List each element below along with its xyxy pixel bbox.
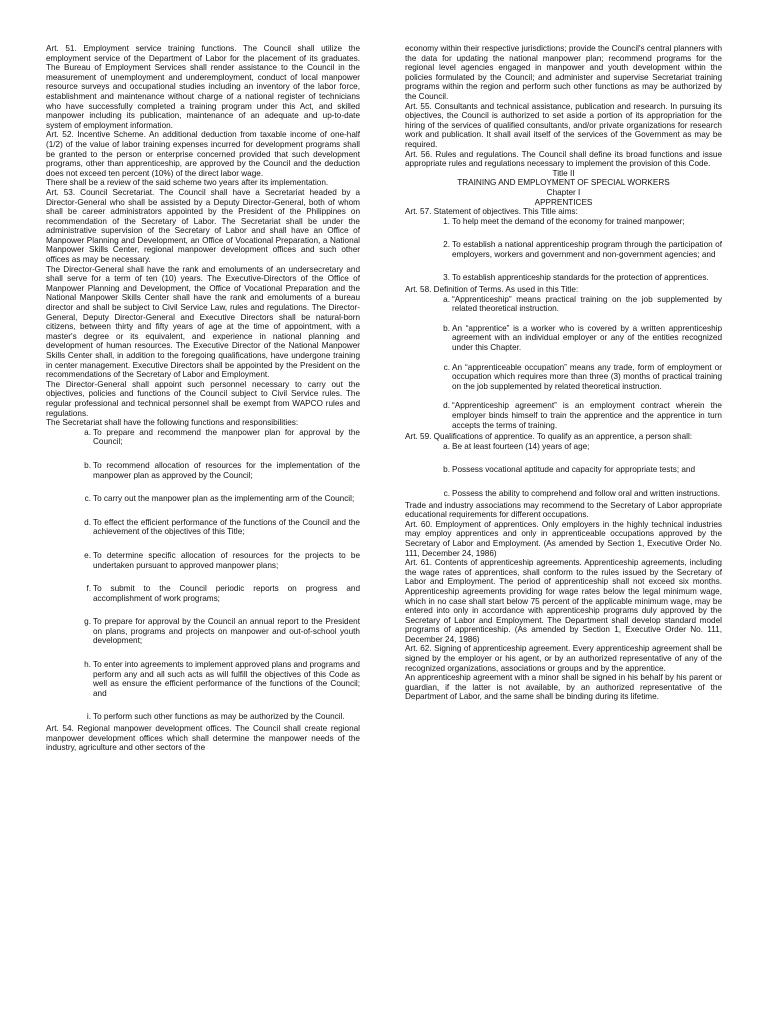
list-marker: a. xyxy=(443,441,450,451)
art53-paragraph: Art. 53. Council Secretariat. The Council shall have a Secretariat headed by a Director-General who shall be assisted by a Deputy Director-General, both of whom shall be career administrators appointed by the President of the Philippines on recommendation of the Secretary of Labor. The Secretariat shall be under the administrative supervision of the Secretary of Labor and shall have an Office of Manpower Planning and Development, an Office of Vocational Preparation, a National Manpower Skills Center, regional manpower development offices and such other offices as may be necessary. xyxy=(46,187,360,265)
art61-paragraph: Art. 61. Contents of apprenticeship agreements. Apprenticeship agreements, including the wage rates of apprentices, shall conform to the rules issued by the Secretary of Labor and Employment. The period of apprenticeship shall not exceed six months. Apprenticeship agreements providing for wage rates below the legal minimum wage, which in no case shall start below 75 percent of the applicable minimum wage, may be entered into only in accordance with apprenticeship programs duly approved by the Secretary of Labor and Employment. The Department shall develop standard model programs of apprenticeship. (As amended by Section 1, Executive Order No. 111, December 24, 1986) xyxy=(405,558,722,644)
art52-paragraph: Art. 52. Incentive Scheme. An additional deduction from taxable income of one-half (1/2) of the value of labor training expenses incurred for development programs shall be granted to the person or enterprise concerned provided that such development programs, other than apprenticeship, are approved by the Council and the deduction does not exceed ten percent (10%) of the direct labor wage. xyxy=(46,130,360,178)
list-marker: b. xyxy=(443,323,450,333)
objectives-list xyxy=(405,217,722,283)
list-item xyxy=(405,295,722,314)
list-item xyxy=(405,442,722,452)
list-marker: i. xyxy=(86,712,91,722)
art58-paragraph: Art. 58. Definition of Terms. As used in this Title: xyxy=(405,285,579,295)
list-marker: 1. xyxy=(443,216,450,226)
list-text: To effect the efficient performance of the functions of the Council and the achievement of the objectives of this Title; xyxy=(93,517,360,537)
list-text: Possess the ability to comprehend and follow oral and written instructions. xyxy=(452,488,721,498)
list-marker: b. xyxy=(443,465,450,475)
list-item xyxy=(46,551,360,570)
list-marker: a. xyxy=(443,294,450,304)
right-column xyxy=(405,44,722,702)
list-item xyxy=(405,401,722,430)
list-text: To enter into agreements to implement approved plans and programs and perform any and all such acts as will fulfill the objectives of this Code as well as ensure the efficient performance of the functions of the Council; and xyxy=(93,660,360,698)
list-marker: d. xyxy=(443,401,450,411)
list-text: To help meet the demand of the economy for trained manpower; xyxy=(452,216,685,226)
list-marker: a. xyxy=(84,427,91,437)
list-marker: d. xyxy=(84,517,91,527)
list-marker: f. xyxy=(86,584,91,594)
list-text: “Apprenticeship agreement” is an employment contract wherein the employer binds himself to train the apprentice and the apprentice in turn accepts the terms of training. xyxy=(452,401,722,430)
list-text: To establish a national apprenticeship program through the participation of employers, workers and government and non-government agencies; and xyxy=(452,240,722,259)
art59-paragraph: Art. 59. Qualifications of apprentice. To qualify as an apprentice, a person shall: xyxy=(405,432,693,442)
art54-continued-paragraph: economy within their respective jurisdictions; provide the Council's central planners with the data for updating the national manpower plan; recommend programs for the regional level agencies engaged in manpower and youth development within the policies formulated by the Council; and administer and supervise Secretariat training programs within the region and perform such other functions as may be authorized by the Council. xyxy=(405,44,722,101)
list-text: To perform such other functions as may be authorized by the Council. xyxy=(93,712,345,722)
definitions-list xyxy=(405,295,722,431)
art51-paragraph: Art. 51. Employment service training functions. The Council shall utilize the employment service of the Department of Labor for the placement of its graduates. The Bureau of Employment Services shall render assistance to the Council in the measurement of unemployment and underemployment, conduct of local manpower resource surveys and occupational studies including an inventory of the labor force, establishment and maintenance without charge of a national register of technicians who have successfully completed a training program under this Act, and skilled manpower including its publication, maintenance of an adequate and up-to-date system of employment information. xyxy=(46,44,360,130)
art60-paragraph: Art. 60. Employment of apprentices. Only employers in the highly technical industries may employ apprentices and only in apprenticeable occupations approved by the Secretary of Labor and Employment. (As amended by Section 1, Executive Order No. 111, December 24, 1986) xyxy=(405,519,722,558)
list-marker: b. xyxy=(84,460,91,470)
list-marker: 3. xyxy=(443,273,450,283)
list-item xyxy=(46,660,360,698)
art62-paragraph: Art. 62. Signing of apprenticeship agreement. Every apprenticeship agreement shall be signed by the employer or his agent, or by an authorized representative of any of the recognized organizations, associations or groups and by the apprentice. xyxy=(405,644,722,673)
art53-personnel-paragraph: The Director-General shall appoint such personnel necessary to carry out the objectives, policies and functions of the Council subject to Civil Service rules. The regular professional and technical personnel shall be exempt from WAPCO rules and regulations. xyxy=(46,379,360,418)
chapter-name-heading: APPRENTICES xyxy=(534,197,593,207)
list-item xyxy=(46,428,360,447)
list-text: To determine specific allocation of resources for the projects to be undertaken pursuant to approved manpower plans; xyxy=(93,550,360,570)
list-item xyxy=(46,518,360,537)
art62-minor-paragraph: An apprenticeship agreement with a minor shall be signed in his behalf by his parent or guardian, if the latter is not available, by an authorized representative of the Department of Labor, and the same shall be binding during its lifetime. xyxy=(405,673,722,702)
list-text: To submit to the Council periodic reports on progress and accomplishment of work programs; xyxy=(93,584,360,603)
list-text: To establish apprenticeship standards for the protection of apprentices. xyxy=(452,273,709,283)
list-item xyxy=(46,461,360,480)
art52-review-paragraph: There shall be a review of the said scheme two years after its implementation. xyxy=(46,178,329,188)
secretariat-functions-list xyxy=(46,428,360,722)
list-marker: 2. xyxy=(443,240,450,250)
list-item xyxy=(405,489,722,499)
list-marker: g. xyxy=(84,617,91,627)
list-text: To carry out the manpower plan as the implementing arm of the Council; xyxy=(93,494,355,504)
list-item xyxy=(46,584,360,603)
art59-trade-paragraph: Trade and industry associations may recommend to the Secretary of Labor appropriate educational requirements for different occupations. xyxy=(405,500,722,520)
art56-paragraph: Art. 56. Rules and regulations. The Council shall define its broad functions and issue appropriate rules and regulations necessary to implement the provision of this Code. xyxy=(405,149,722,169)
chapter-heading: Chapter I xyxy=(546,187,581,197)
list-item xyxy=(405,273,722,283)
art53-functions-intro: The Secretariat shall have the following functions and responsibilities: xyxy=(46,418,299,428)
list-marker: e. xyxy=(84,550,91,560)
list-item xyxy=(405,217,722,227)
list-marker: h. xyxy=(84,660,91,670)
qualifications-list xyxy=(405,442,722,499)
list-item xyxy=(46,617,360,646)
list-item xyxy=(405,465,722,475)
list-text: An “apprentice” is a worker who is covered by a written apprenticeship agreement with an individual employer or any of the entities recognized under this Chapter. xyxy=(452,323,722,353)
list-text: To prepare for approval by the Council an annual report to the President on plans, programs and projects on manpower and out-of-school youth development; xyxy=(93,617,360,646)
list-item xyxy=(405,363,722,392)
list-item xyxy=(405,324,722,353)
title-heading: Title II xyxy=(552,168,575,178)
art57-paragraph: Art. 57. Statement of objectives. This Title aims: xyxy=(405,207,578,217)
art53-rank-paragraph: The Director-General shall have the rank and emoluments of an undersecretary and shall serve for a term of ten (10) years. The Executive-Directors of the Office of Manpower Planning and Development, the Office of Vocational Preparation and the National Manpower Skills Center shall have the rank and emoluments of a bureau director and shall be subject to Civil Service Law, rules and regulations. The Director-General, Deputy Director-General and Executive Directors shall be natural-born citizens, between thirty and fifty years of age at the time of appointment, with a master's degree or its equivalent, and experience in national planning and development of human resources. The Executive Director of the National Manpower Skills Center shall, in addition to the foregoing qualifications, have undergone training in center management. Executive Directors shall be appointed by the President on the recommendations of the Secretary of Labor and Employment. xyxy=(46,264,360,380)
list-marker: c. xyxy=(84,494,91,504)
art54-paragraph: Art. 54. Regional manpower development offices. The Council shall create regional manpower development offices which shall determine the manpower needs of the industry, agriculture and other sectors of the xyxy=(46,724,360,753)
list-text: To prepare and recommend the manpower plan for approval by the Council; xyxy=(93,427,360,447)
list-marker: c. xyxy=(443,488,450,498)
list-text: “Apprenticeship” means practical training on the job supplemented by related theoretical instruction. xyxy=(452,294,722,314)
list-text: An “apprenticeable occupation” means any trade, form of employment or occupation which requires more than three (3) months of practical training on the job supplemented by related theoretical instruction. xyxy=(452,362,722,391)
list-text: To recommend allocation of resources for the implementation of the manpower plan as approved by the Council; xyxy=(93,460,360,480)
list-marker: c. xyxy=(443,362,450,372)
list-text: Be at least fourteen (14) years of age; xyxy=(452,441,590,451)
list-item xyxy=(405,240,722,259)
art55-paragraph: Art. 55. Consultants and technical assistance, publication and research. In pursuing its objectives, the Council is authorized to set aside a portion of its appropriation for the hiring of the services of qualified consultants, and/or private organizations for research work and publication. It shall avail itself of the services of the Government as may be required. xyxy=(405,101,722,149)
list-item xyxy=(46,712,360,722)
left-column xyxy=(46,44,360,753)
title-name-heading: TRAINING AND EMPLOYMENT OF SPECIAL WORKERS xyxy=(457,178,670,188)
list-item xyxy=(46,494,360,504)
list-text: Possess vocational aptitude and capacity for appropriate tests; and xyxy=(452,465,696,475)
